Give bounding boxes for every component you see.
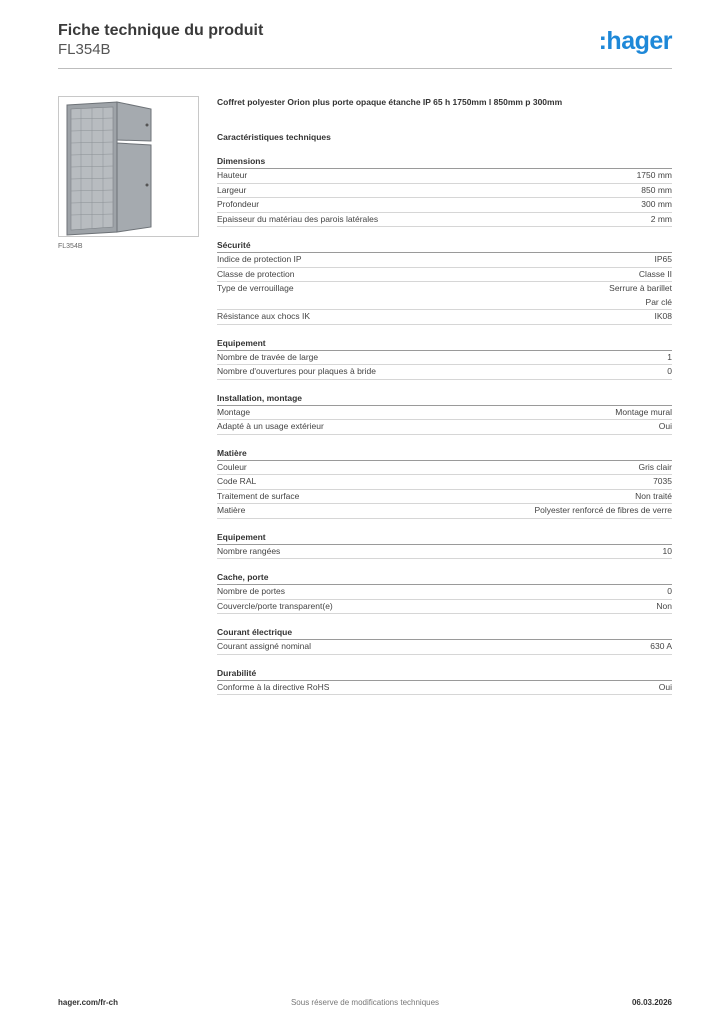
spec-label: Conforme à la directive RoHS bbox=[217, 681, 330, 692]
header-divider bbox=[58, 68, 672, 69]
section-title: Dimensions bbox=[217, 156, 672, 169]
spec-value: Polyester renforcé de fibres de verre bbox=[534, 505, 672, 515]
spec-label: Courant assigné nominal bbox=[217, 641, 312, 651]
section-title: Installation, montage bbox=[217, 393, 672, 406]
spec-label: Adapté à un usage extérieur bbox=[217, 421, 324, 431]
characteristics-title: Caractéristiques techniques bbox=[217, 132, 331, 142]
spec-section bbox=[217, 532, 672, 560]
spec-value: 630 A bbox=[650, 641, 672, 651]
spec-row bbox=[217, 545, 672, 560]
spec-row bbox=[217, 504, 672, 519]
spec-label: Nombre rangées bbox=[217, 545, 281, 556]
spec-row bbox=[217, 253, 672, 268]
spec-label: Type de verrouillage bbox=[217, 283, 294, 293]
spec-section bbox=[217, 627, 672, 655]
spec-content bbox=[217, 96, 672, 695]
spec-row bbox=[217, 351, 672, 366]
spec-value: 10 bbox=[662, 545, 672, 556]
spec-value: 7035 bbox=[653, 476, 672, 486]
spec-value: 0 bbox=[667, 586, 672, 596]
spec-row bbox=[217, 475, 672, 490]
spec-value: Serrure à barillet Par clé bbox=[609, 283, 672, 307]
section-title: Equipement bbox=[217, 338, 672, 351]
spec-row bbox=[217, 585, 672, 600]
spec-label: Nombre de travée de large bbox=[217, 351, 319, 362]
section-title: Durabilité bbox=[217, 668, 672, 681]
spec-row bbox=[217, 169, 672, 184]
spec-label: Nombre d'ouvertures pour plaques à bride bbox=[217, 366, 376, 376]
spec-label: Classe de protection bbox=[217, 268, 295, 279]
spec-row bbox=[217, 490, 672, 505]
spec-row bbox=[217, 268, 672, 283]
page-header bbox=[58, 21, 263, 59]
spec-row bbox=[217, 461, 672, 476]
spec-row bbox=[217, 406, 672, 421]
spec-section bbox=[217, 393, 672, 435]
spec-value: Classe II bbox=[638, 268, 672, 279]
spec-row bbox=[217, 213, 672, 228]
spec-value: Non bbox=[656, 600, 672, 611]
spec-label: Matière bbox=[217, 505, 246, 515]
spec-value: 850 mm bbox=[641, 184, 672, 195]
spec-row bbox=[217, 600, 672, 615]
product-description: Coffret polyester Orion plus porte opaque étanche IP 65 h 1750mm l 850mm p 300mm bbox=[217, 97, 563, 107]
section-title: Courant électrique bbox=[217, 627, 672, 640]
spec-row bbox=[217, 184, 672, 199]
spec-value: IP65 bbox=[654, 254, 672, 264]
spec-label: Hauteur bbox=[217, 170, 248, 180]
spec-value: IK08 bbox=[654, 311, 672, 321]
spec-section bbox=[217, 240, 672, 325]
spec-section bbox=[217, 448, 672, 519]
spec-value: 300 mm bbox=[641, 199, 672, 209]
spec-value: 1750 mm bbox=[636, 170, 672, 180]
section-title: Equipement bbox=[217, 532, 672, 545]
spec-section bbox=[217, 338, 672, 380]
section-title: Cache, porte bbox=[217, 572, 672, 585]
spec-label: Montage bbox=[217, 406, 251, 417]
spec-value: Gris clair bbox=[638, 461, 672, 472]
spec-section bbox=[217, 668, 672, 696]
spec-label: Couleur bbox=[217, 461, 247, 472]
spec-label: Nombre de portes bbox=[217, 586, 286, 596]
enclosure-illustration bbox=[59, 97, 198, 236]
spec-value: 1 bbox=[667, 351, 672, 362]
page-title: Fiche technique du produit bbox=[58, 22, 264, 39]
spec-sections bbox=[217, 156, 672, 695]
spec-label: Epaisseur du matériau des parois latérales bbox=[217, 213, 379, 224]
spec-value: Montage mural bbox=[615, 406, 672, 417]
spec-section bbox=[217, 572, 672, 614]
image-caption: FL354B bbox=[58, 243, 83, 250]
spec-value: Non traité bbox=[635, 490, 672, 501]
section-title: Matière bbox=[217, 448, 672, 461]
spec-value: Oui bbox=[658, 421, 672, 431]
spec-label: Traitement de surface bbox=[217, 490, 300, 501]
spec-label: Indice de protection IP bbox=[217, 254, 302, 264]
spec-row bbox=[217, 420, 672, 435]
section-title: Sécurité bbox=[217, 240, 672, 253]
spec-label: Code RAL bbox=[217, 476, 257, 486]
spec-section bbox=[217, 156, 672, 227]
spec-value: Oui bbox=[658, 681, 672, 692]
product-reference: FL354B bbox=[58, 41, 111, 58]
spec-row bbox=[217, 310, 672, 325]
spec-row bbox=[217, 365, 672, 380]
product-image bbox=[58, 96, 199, 237]
spec-row bbox=[217, 282, 672, 310]
hager-logo[interactable]: :hager bbox=[598, 27, 672, 55]
spec-label: Profondeur bbox=[217, 199, 260, 209]
spec-value: 2 mm bbox=[650, 213, 672, 224]
spec-label: Largeur bbox=[217, 184, 247, 195]
footer-website[interactable]: hager.com/fr-ch bbox=[58, 998, 119, 1007]
spec-label: Couvercle/porte transparent(e) bbox=[217, 600, 333, 611]
spec-row bbox=[217, 640, 672, 655]
spec-row bbox=[217, 681, 672, 696]
spec-label: Résistance aux chocs IK bbox=[217, 311, 311, 321]
footer-disclaimer: Sous réserve de modifications techniques bbox=[290, 998, 440, 1007]
footer-date: 06.03.2026 bbox=[631, 998, 672, 1007]
spec-row bbox=[217, 198, 672, 213]
spec-value: 0 bbox=[667, 366, 672, 376]
